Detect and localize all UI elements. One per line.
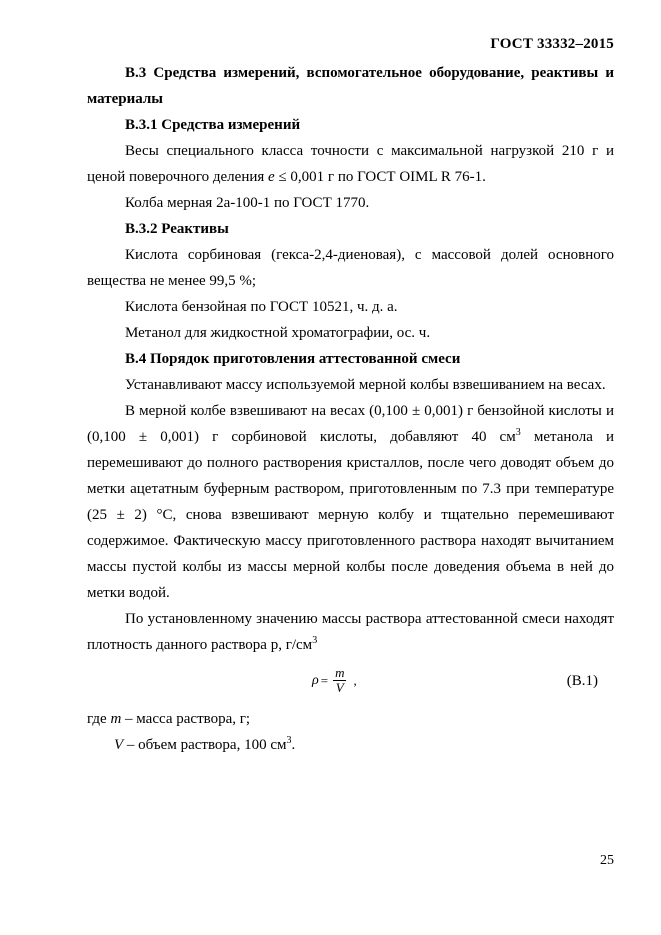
volume-superscript: 3: [286, 735, 292, 746]
where-mass-line: [87, 706, 614, 732]
mass-definition: – масса раствора, г;: [121, 711, 251, 727]
formula-fraction: [333, 666, 346, 695]
volume-definition-end: .: [291, 737, 296, 753]
volume-definition: – объем раствора, 100 см: [123, 737, 287, 753]
preparation-text-a: В мерной колбе взвешивают на весах (0,100 ± 0,001) г бензойной кислоты и (0,100 ± 0,001) г сорбиновой кислоты, добавляют 40 см: [87, 403, 614, 445]
density-paragraph: [87, 606, 614, 658]
density-formula: [312, 666, 357, 695]
preparation-superscript: 3: [515, 427, 521, 438]
scale-division-symbol: e: [268, 169, 275, 185]
formula-denominator: V: [335, 680, 344, 695]
volume-symbol: V: [114, 737, 124, 753]
standard-header: ГОСТ 33332–2015: [490, 36, 614, 52]
benzoic-acid-paragraph: Кислота бензойная по ГОСТ 10521, ч. д. а.: [125, 299, 398, 315]
formula-lhs: ρ: [312, 672, 319, 688]
flask-mass-paragraph: Устанавливают массу используемой мерной колбы взвешиванием на весах.: [125, 377, 606, 393]
flask-paragraph: Колба мерная 2а-100-1 по ГОСТ 1770.: [125, 195, 370, 211]
density-text: По установленному значению массы раствора аттестованной смеси находят плотность данного раствора р, г/см: [87, 611, 614, 653]
formula-number: (В.1): [566, 673, 598, 689]
section-b32-heading: В.3.2 Реактивы: [125, 221, 229, 237]
formula-equals: =: [320, 672, 329, 688]
scales-text-b: ≤ 0,001 г по ГОСТ OIML R 76-1.: [274, 169, 486, 185]
density-superscript: 3: [312, 635, 318, 646]
formula-comma: ,: [353, 672, 357, 688]
page-number: 25: [600, 853, 614, 868]
where-volume-line: [87, 732, 614, 758]
formula-numerator: m: [335, 665, 345, 680]
section-b3-heading: В.3 Средства измерений, вспомогательное оборудование, реактивы и материалы: [87, 65, 614, 107]
sorbic-acid-paragraph: Кислота сорбиновая (гекса-2,4-диеновая), с массовой долей основного вещества не менее 99,5 %;: [87, 247, 614, 289]
methanol-paragraph: Метанол для жидкостной хроматографии, ос. ч.: [125, 325, 431, 341]
preparation-paragraph: [87, 398, 614, 606]
section-b4-heading: В.4 Порядок приготовления аттестованной смеси: [125, 351, 461, 367]
section-b31-heading: В.3.1 Средства измерений: [125, 117, 301, 133]
scales-text-a: Весы специального класса точности с максимальной нагрузкой 210 г и ценой поверочного деления: [87, 143, 614, 185]
scales-paragraph: [87, 138, 614, 190]
mass-symbol: m: [110, 711, 122, 727]
formula-row: [87, 660, 614, 706]
where-lead: где: [87, 711, 111, 727]
document-body: [87, 60, 614, 758]
preparation-text-b: метанола и перемешивают до полного растворения кристаллов, после чего доводят объем до метки ацетатным буферным раствором, приготовленным по 7.3 при температуре (25 ± 2) °С, снова взвешивают мерную колбу и тщательно перемешивают содержимое. Фактическую массу приготовленного раствора находят вычитанием массы пустой колбы из массы мерной колбы после доведения объема в ней до метки водой.: [87, 429, 614, 601]
